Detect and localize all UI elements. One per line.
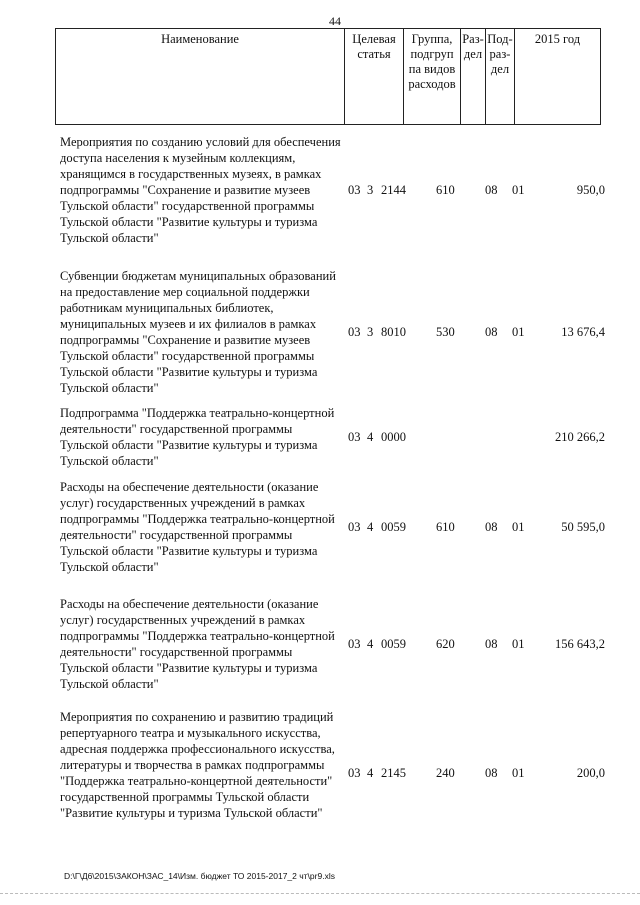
row-sub: 4 — [367, 766, 374, 780]
row-group: 610 — [436, 520, 455, 534]
row-section: 08 — [485, 325, 498, 339]
row-subsection: 01 — [512, 766, 525, 780]
header-group-line: Группа, — [411, 32, 453, 46]
table-row — [60, 596, 610, 692]
row-code: 0059 — [381, 637, 406, 651]
row-name: Расходы на обеспечение деятельности (оказание услуг) государственных учреждений в рамках подпрограммы "Поддержка театрально-концертной деятельности" государственной программы Тульской области "Развитие культуры и туризма Тульской области" — [60, 480, 335, 574]
row-code: 0000 — [381, 430, 406, 444]
row-prog: 03 — [348, 520, 361, 534]
row-section: 08 — [485, 766, 498, 780]
header-group-line: па видов — [408, 62, 456, 76]
row-amount: 950,0 — [576, 183, 605, 197]
row-sub: 4 — [367, 637, 374, 651]
row-prog: 03 — [348, 637, 361, 651]
row-group: 530 — [436, 325, 455, 339]
header-target — [345, 29, 404, 125]
row-code: 8010 — [381, 325, 406, 339]
header-group — [404, 29, 461, 125]
row-sub: 3 — [367, 325, 374, 339]
row-subsection: 01 — [512, 520, 525, 534]
row-amount: 50 595,0 — [561, 520, 605, 534]
footer-file-path: D:\Г\Д6\2015\ЗАКОН\ЗАС_14\Изм. бюджет ТО 2015-2017_2 чт\pr9.xls — [64, 871, 335, 881]
table-row — [60, 709, 610, 839]
header-group-line: подгруп — [410, 47, 454, 61]
row-amount: 200,0 — [576, 766, 605, 780]
table-row — [60, 268, 610, 396]
page-number: 44 — [329, 14, 341, 28]
row-code: 2145 — [381, 766, 406, 780]
row-subsection: 01 — [512, 183, 525, 197]
table-row — [60, 479, 610, 575]
header-name: Наименование — [56, 29, 345, 125]
row-name: Расходы на обеспечение деятельности (оказание услуг) государственных учреждений в рамках подпрограммы "Поддержка театрально-концертной деятельности" государственной программы Тульской области "Развитие культуры и туризма Тульской области" — [60, 597, 335, 691]
header-subsection-line: дел — [490, 62, 510, 76]
header-group-line: расходов — [408, 77, 456, 91]
table-row — [60, 405, 610, 469]
row-amount: 210 266,2 — [555, 430, 605, 444]
row-code: 0059 — [381, 520, 406, 534]
row-section: 08 — [485, 183, 498, 197]
row-amount: 156 643,2 — [555, 637, 605, 651]
header-subsection-line: Под- — [487, 32, 513, 46]
table-header — [55, 28, 601, 125]
header-target-line: Целевая — [352, 32, 396, 46]
row-group: 610 — [436, 183, 455, 197]
row-sub: 4 — [367, 520, 374, 534]
row-sub: 3 — [367, 183, 374, 197]
header-year: 2015 год — [515, 29, 601, 125]
row-amount: 13 676,4 — [561, 325, 605, 339]
header-section-line: Раз- — [462, 32, 484, 46]
row-prog: 03 — [348, 766, 361, 780]
row-name: Мероприятия по сохранению и развитию традиций репертуарного театра и музыкального искусства, адресная поддержка профессионального искусства, литературы и творчества в рамках подпрограммы "Поддержка театрально-концертной деятельности" государственной программы Тульской области "Развитие культуры и туризма Тульской области" — [60, 710, 335, 820]
header-section — [461, 29, 486, 125]
row-subsection: 01 — [512, 325, 525, 339]
header-subsection-line: раз- — [489, 47, 511, 61]
row-section: 08 — [485, 637, 498, 651]
row-section: 08 — [485, 520, 498, 534]
row-group: 240 — [436, 766, 455, 780]
header-subsection — [486, 29, 515, 125]
header-section-line: дел — [463, 47, 483, 61]
row-prog: 03 — [348, 430, 361, 444]
row-group: 620 — [436, 637, 455, 651]
row-subsection: 01 — [512, 637, 525, 651]
header-target-line: статья — [357, 47, 391, 61]
row-prog: 03 — [348, 183, 361, 197]
row-prog: 03 — [348, 325, 361, 339]
row-sub: 4 — [367, 430, 374, 444]
row-name: Подпрограмма "Поддержка театрально-концертной деятельности" государственной программы Тульской области "Развитие культуры и туризма Тульской области" — [60, 406, 335, 468]
row-code: 2144 — [381, 183, 406, 197]
row-name: Субвенции бюджетам муниципальных образований на предоставление мер социальной поддержки работникам муниципальных библиотек, муниципальных музеев и их филиалов в рамках подпрограммы "Сохранение и развитие музеев Тульской области" государственной программы Тульской области "Развитие культуры и туризма Тульской области" — [60, 269, 336, 395]
row-name: Мероприятия по созданию условий для обеспечения доступа населения к музейным коллекциям, хранящимся в государственных музеях, в рамках подпрограммы "Сохранение и развитие музеев Тульской области" государственной программы Тульской области "Развитие культуры и туризма Тульской области" — [60, 135, 341, 245]
scan-edge-divider — [0, 893, 640, 895]
table-row — [60, 134, 610, 246]
